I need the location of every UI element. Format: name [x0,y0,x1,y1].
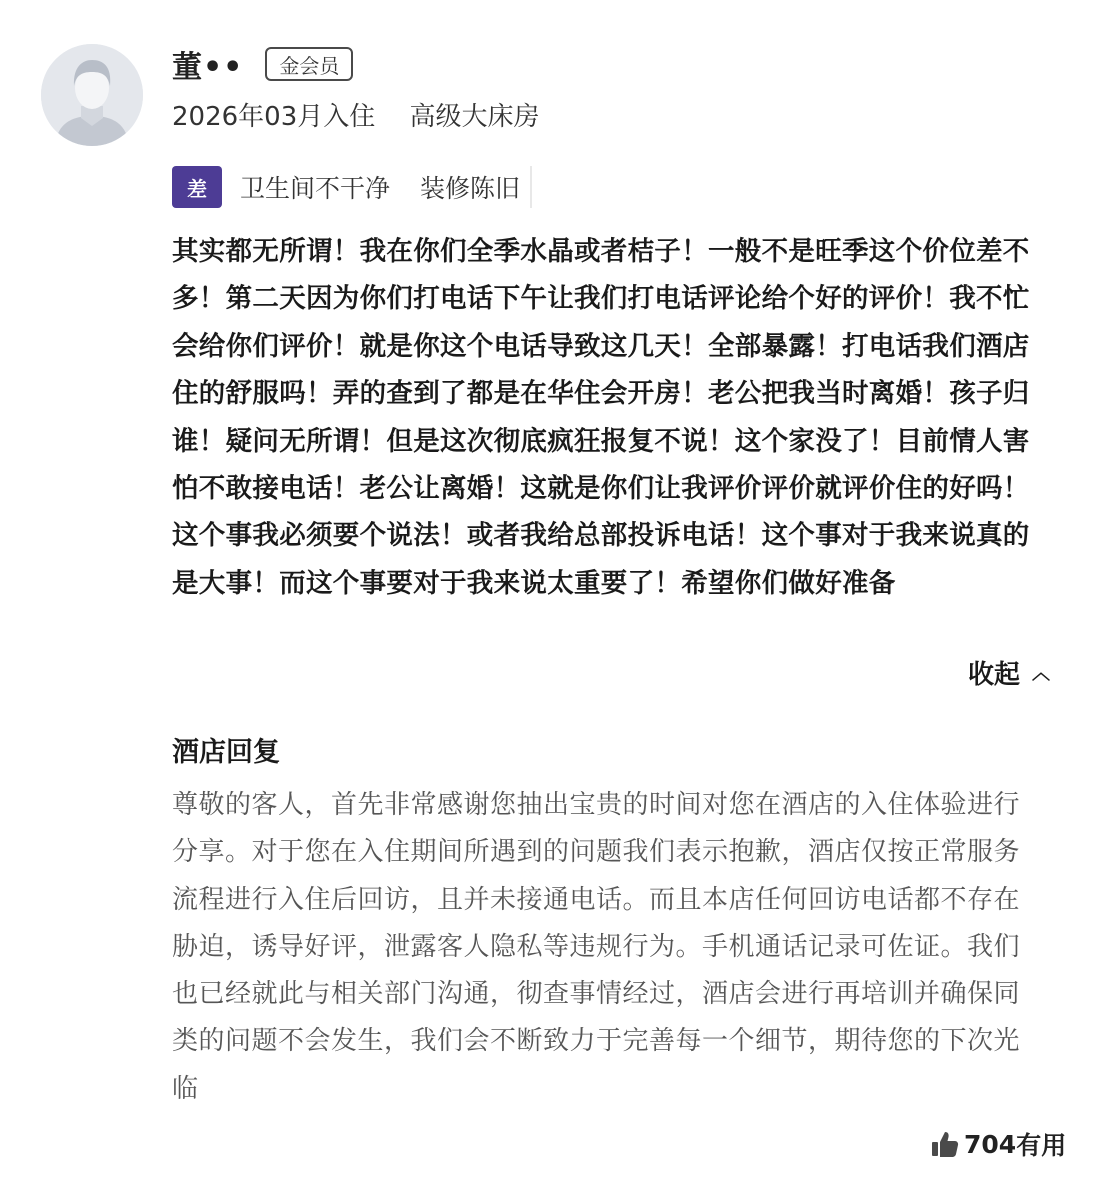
helpful-count: 704 [964,1129,1017,1159]
collapse-button[interactable] [968,652,1050,692]
thumbs-up-icon [930,1129,960,1159]
tag-item: 卫生间不干净 [240,174,391,203]
membership-badge: 金会员 [265,47,353,81]
hotel-reply-title: 酒店回复 [172,737,280,768]
stay-date: 2026年03月入住 [172,102,376,132]
rating-tag-icon: 差 [172,166,222,208]
avatar[interactable] [41,44,143,146]
stay-info [172,96,540,133]
collapse-label: 收起 [968,659,1021,690]
tag-item: 装修陈旧 [420,174,521,203]
helpful-button[interactable] [930,1124,1066,1164]
user-info-row [172,44,353,84]
chevron-up-icon: ︿ [1032,663,1051,684]
user-name[interactable]: 董•• [172,50,244,85]
user-silhouette-icon [41,44,143,146]
review-body: 其实都无所谓！我在你们全季水晶或者桔子！一般不是旺季这个价位差不多！第二天因为你们打电话下午让我们打电话评论给个好的评价！我不忙会给你们评价！就是你这个电话导致这几天！全部暴露！打电话我们酒店住的舒服吗！弄的查到了都是在华住会开房！老公把我当时离婚！孩子归谁！疑问无所谓！但是这次彻底疯狂报复不说！这个家没了！目前情人害怕不敢接电话！老公让离婚！这就是你们让我评价评价就评价住的好吗！这个事我必须要个说法！或者我给总部投诉电话！这个事对于我来说真的是大事！而这个事要对于我来说太重要了！希望你们做好准备 [172,236,1030,599]
helpful-label: 有用 [1016,1131,1067,1160]
room-type: 高级大床房 [409,102,540,132]
review-tags [172,166,532,208]
hotel-reply-body: 尊敬的客人，首先非常感谢您抽出宝贵的时间对您在酒店的入住体验进行分享。对于您在入住期间所遇到的问题我们表示抱歉，酒店仅按正常服务流程进行入住后回访，且并未接通电话。而且本店任何回访电话都不存在胁迫，诱导好评，泄露客人隐私等违规行为。手机通话记录可佐证。我们也已经就此与相关部门沟通，彻查事情经过，酒店会进行再培训并确保同类的问题不会发生，我们会不断致力于完善每一个细节，期待您的下次光临 [172,790,1021,1104]
